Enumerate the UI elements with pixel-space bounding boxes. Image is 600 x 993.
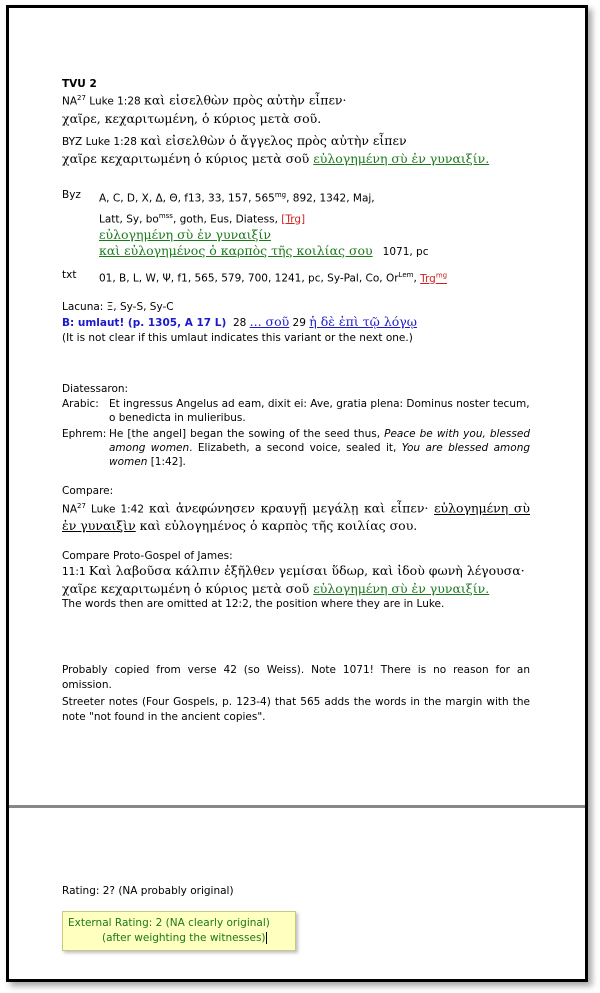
na-label: NA — [62, 95, 78, 108]
txt-witness-label: txt — [62, 269, 77, 281]
na-greek-1: καὶ εἰσελθὼν πρὸς αὐτὴν εἶπεν· — [144, 92, 347, 108]
compare-greek-a: καὶ ἀνεφώνησεν κραυγῇ μεγάλῃ καὶ εἶπεν· — [149, 500, 435, 516]
b-ref-1: 28 — [232, 317, 250, 329]
compare-heading: Compare: — [62, 485, 114, 497]
txt-trg-sup: mg — [435, 271, 448, 279]
tvu-heading: TVU 2 — [62, 78, 97, 90]
byz-variant-2: καὶ εὐλογημένος ὁ καρπὸς τῆς κοιλίας σου — [99, 243, 373, 258]
byz-witness-line-4 — [99, 244, 530, 259]
byz-ref: BYZ Luke 1:28 — [62, 136, 141, 148]
byz-w2-sup: mss — [158, 211, 173, 220]
b-ref-1-text: ... σοῦ — [249, 314, 290, 329]
external-rating-note[interactable] — [62, 911, 296, 951]
compare-greek-b: καὶ εὐλογημένος ὁ καρπὸς τῆς κοιλίας σου. — [135, 517, 418, 533]
rating-text: Rating: 2? (NA probably original) — [62, 885, 234, 897]
byz-witness-line-1 — [99, 188, 530, 206]
protogospel-greek-2-addition: εὐλογημένη σὺ ἐν γυναιξίν. — [313, 581, 490, 596]
na-sup: 27 — [77, 94, 86, 102]
byz-greek-2: χαῖρε κεχαριτωμένη ὁ κύριος μετὰ σοῦ — [62, 151, 314, 166]
compare-section — [62, 484, 530, 535]
ephrem-quote-2: You are blessed among women — [109, 442, 531, 468]
ephrem-text — [109, 427, 530, 469]
byz-variant-2-witnesses: 1071, pc — [382, 246, 429, 258]
lacuna-text: Lacuna: Ξ, Sy-S, Sy-C — [62, 301, 174, 313]
tvu-section — [62, 77, 530, 126]
byz-trg: [Trg] — [281, 213, 306, 225]
discussion-paragraph-1: Probably copied from verse 42 (so Weiss). Note 1071! There is no reason for an omission. — [62, 664, 530, 691]
compare-ref: Luke 1:42 — [85, 503, 150, 516]
discussion-paragraph-2: Streeter notes (Four Gospels, p. 123-4) that 565 adds the words in the margin with the note "not found in the ancient copies". — [62, 696, 530, 723]
page-break-line — [9, 805, 585, 808]
lacuna-note: (It is not clear if this umlaut indicates this variant or the next one.) — [62, 332, 413, 344]
b-ref-2: 29 — [289, 317, 310, 329]
discussion-section — [62, 663, 530, 725]
protogospel-heading: Compare Proto-Gospel of James: — [62, 550, 233, 562]
protogospel-line-1 — [62, 563, 530, 580]
ephrem-b: . Elizabeth, a second voice, sealed it, — [189, 442, 402, 454]
diatessaron-section — [62, 382, 530, 469]
arabic-row — [62, 397, 530, 425]
byz-greek-1: καὶ εἰσελθὼν ὁ ἄγγελος πρὸς αὐτὴν εἶπεν — [140, 133, 407, 148]
b-umlaut-line — [62, 315, 530, 330]
ephrem-a: He [the angel] began the sowing of the seed thus, — [109, 428, 385, 440]
byz-w1a: A, C, D, X, Δ, Θ, f13, 33, 157, 565 — [99, 192, 275, 205]
ephrem-row — [62, 427, 530, 469]
txt-trg — [420, 273, 447, 285]
txt-witness-text: 01, B, L, W, Ψ, f1, 565, 579, 700, 1241, pc, Sy-Pal, Co, Or — [99, 272, 399, 285]
text-cursor — [266, 932, 267, 944]
compare-na-label: NA — [62, 503, 78, 516]
ephrem-quote-1: Peace be with you, blessed among women — [109, 428, 530, 454]
byz-greek-2-addition: εὐλογημένη σὺ ἐν γυναιξίν. — [313, 151, 490, 166]
compare-text — [62, 498, 530, 535]
protogospel-line-2 — [62, 582, 530, 596]
external-rating-line-2-row — [68, 931, 290, 946]
lacuna-section — [62, 300, 530, 345]
b-umlaut-note: B: umlaut! (p. 1305, A 17 L) — [62, 317, 227, 329]
byz-witnesses — [62, 188, 530, 259]
ephrem-c: [1:42]. — [147, 456, 186, 468]
txt-witness-list — [99, 268, 530, 286]
byz-w2a: Latt, Sy, bo — [99, 213, 159, 225]
external-rating-line-1: External Rating: 2 (NA clearly original) — [68, 917, 270, 929]
compare-na-sup: 27 — [77, 502, 86, 510]
b-ref-2-text: ἡ δὲ ἐπὶ τῷ λόγῳ — [309, 314, 417, 329]
byz-w2b: , goth, Eus, Diatess, — [172, 213, 282, 225]
external-rating-line-2: (after weighting the witnesses) — [102, 932, 266, 944]
byz-w1-sup: mg — [274, 191, 287, 199]
arabic-text: Et ingressus Angelus ad eam, dixit ei: Ave, gratia plena: Dominus noster tecum, o benedicta in mulieribus. — [109, 398, 530, 424]
byz-witness-row — [62, 188, 530, 259]
protogospel-section — [62, 549, 530, 611]
byz-line-2 — [62, 152, 530, 166]
arabic-label: Arabic: — [62, 398, 99, 410]
byz-section — [62, 134, 530, 166]
protogospel-note: The words then are omitted at 12:2, the position where they are in Luke. — [62, 598, 445, 610]
txt-witness-sep: , — [413, 272, 421, 285]
protogospel-ref: 11:1 — [62, 566, 89, 578]
page-frame — [6, 5, 588, 982]
protogospel-greek-2: χαῖρε κεχαριτωμένη ὁ κύριος μετὰ σοῦ — [62, 581, 314, 596]
na-ref: Luke 1:28 — [85, 95, 145, 108]
byz-witness-label: Byz — [62, 189, 81, 201]
na-greek-2: χαῖρε, κεχαριτωμένη, ὁ κύριος μετὰ σοῦ. — [62, 110, 322, 126]
diatessaron-heading: Diatessaron: — [62, 383, 129, 395]
byz-variant-1: εὐλογημένη σὺ ἐν γυναιξίν — [99, 227, 271, 242]
txt-witness-sup: Lem — [398, 271, 414, 279]
protogospel-greek-1: Καὶ λαβοῦσα κάλπιν ἐξῆλθεν γεμίσαι ὕδωρ, καὶ ἰδοὺ φωνὴ λέγουσα· — [88, 563, 525, 578]
ephrem-label: Ephrem: — [62, 428, 107, 440]
txt-trg-label: Trg — [420, 272, 436, 285]
byz-witness-line-2 — [99, 209, 530, 227]
byz-line-1 — [62, 134, 530, 149]
txt-witnesses — [62, 268, 530, 286]
byz-witness-list — [99, 188, 530, 259]
txt-witness-row — [62, 268, 530, 286]
compare-greek-underlined: εὐλογημένη σὺ ἐν γυναιξὶν — [62, 500, 531, 533]
na-line-1 — [62, 91, 530, 109]
byz-w1b: , 892, 1342, Maj, — [286, 192, 375, 205]
